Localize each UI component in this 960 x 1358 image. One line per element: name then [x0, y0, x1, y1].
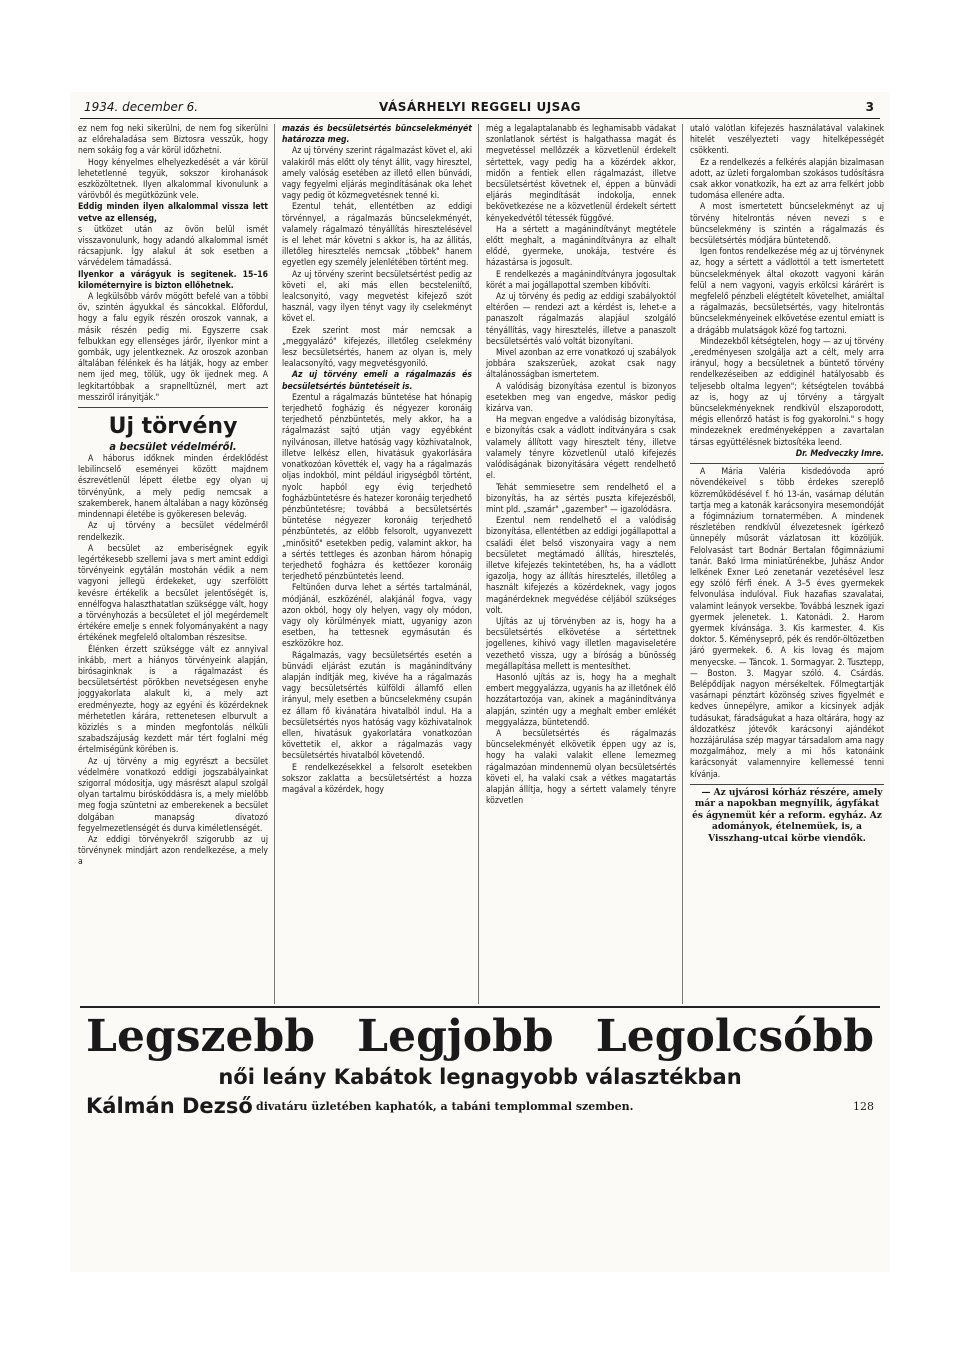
article-text: Igen fontos rendelkezése még az uj törvénynek az, hogy a sértett a vádlottól a tett ismertetett büncselekmények által okozott vagyoni kárán felül a nem vagyoni, vagyis erkölcsi kárárért is megfelelő pénzbeli elégtételt követelhet, amiáltal a rágalmazás, becsületsértés, vagy hitelrontás büncselekményeinek elkövetése ezentul emiatt is a drágább mulatságok közé fog tartozni.	[690, 247, 884, 336]
notice-text: — Az ujvárosi kórház részére, amely már a napokban megnyílik, ágyfákat és ágynemüt kér a reform. egyház. Az adományok, ételnemüek, is, a Visszhang-utcai körbe viendők.	[692, 787, 883, 844]
article-text: még a legalaptalanabb és leghamisabb vádakat szonlatlanok sértést is halgathassa magát és megvetéssel mellőzzék a közvetlenül érdekelt sértettek, vagy pedig ha a közérdek akkor, midőn a fentiek ellen rágalmazást, illetve becsületsértést követnek el, éppen a bünvádi eljárás megindítását indokolja, ennek bekövetkezése ne a közvetlenül érdekelt sértett kényekedvétől tétessék függővé.	[486, 124, 676, 224]
article-text: E rendelkezésekkel a felsorolt esetekben sokszor zaklatta a becsületsértést a hozza magával a közérdek, hogy	[282, 762, 472, 795]
article-text: Ez a rendelkezés a felkérés alapján bizalmasan adott, az üzleti forgalomban szokásos tudósításra csak akkor vonatkozik, ha ezt az arra felkért jobb tudomása ellenére adta.	[690, 157, 884, 202]
article-text-emphasis: mazás és becsületsértés büncselekményét határozza meg.	[282, 124, 472, 146]
article-text-bold: Eddig minden ilyen alkalommal vissza lett vetve az ellenség,	[78, 202, 268, 224]
article-text-emphasis: Az uj törvény emeli a rágalmazás és becsületsértés büntetéseit is.	[282, 370, 472, 392]
ad-headline	[80, 1008, 880, 1062]
article-text: A becsület az emberiségnek egyik legértékesebb szellemi java s mert amint eddigi törvényeink egytálán mostohán védik a nem vagyoni jellegü érdekeket, ugy szerfölött kevésre értékelik a becsület jelentőségét is, ennélfogva halaszthatatlan szükségge vált, hogy a törvényhozás a becsületet el jól megérdemelt értékére emelje s ennek folyományaként a nagy értékének megfelelő oltalomban részesitse.	[78, 543, 268, 644]
divider	[78, 407, 268, 408]
ad-word: Legolcsóbb	[595, 1011, 874, 1062]
article-text: A legkülsőbb várőv mögött befelé van a többi öv, szintén ágyukkal és sáncokkal. Előfordul, hogy a falu egyik részén oroszok vannak, a másik részén pedig mi. Egyszerre csak felbukkan egy ellenséges járőr, ilyenkor mint a gombák, ugy jelentkeznek. Az oroszok azonban általában félénkek és ha látják, hogy az ember nem ijed meg, tölük, ugy ök ijednek meg. A legkitartóbbak a srapnelltüznél, mert azt messziről irányitják."	[78, 292, 268, 403]
article-text: Rágalmazás, vagy becsületsértés esetén a bünvádi eljárást ezután is magánindítvány alapján indítják meg, kivéve ha a rágalmazás vagy becsületsértés külföldi államfő ellen irányul, mely esetben a büncselekmény csupán ez állam fő kivánatára hivatalból indul. Ha a becsületsértés nyos hatóság vagy közhivatalnok ellen, hivatásuk gyakorlatára vonatkozóan követtetik el, akkor a rágalmazás vagy becsületsértés hivatalból követendő.	[282, 650, 472, 762]
header-page-number: 3	[865, 100, 874, 114]
article-text: Feltünően durva lehet a sértés tartalmánál, módjánál, eszközénél, alakjánál fogva, vagy azon okból, hogy oly helyen, vagy oly módon, vagy oly körülmények miatt, ugyanigy azon esetben, ha tettesnek egymásután és eszközökre hoz.	[282, 583, 472, 650]
article-text: Ezentul nem rendelhető el a valódiság bizonyítása, ellentétben az eddigi jogállapottal a családi élet belső viszonyaira vagy a nem becsületet megtámadó állítás, hiresztelés, illetve kifejezés tekintetében, hs, ha a vádlott igazolja, hogy az állítás hiresztelés, illetőleg a használt kifejezés a közérdeknek, vagy jogos magánérdeknek megvédése céljából szükséges volt.	[486, 516, 676, 616]
article-text: Élénken érzett szükségge vált ez annyival inkább, mert a hiányos törvényeink alapján, birósaginknak is a rágalmazást és becsületsértést pörökben nevetségesen enyhe joggyakorlata alakult ki, a mely azt eredményezte, hogy az egyéni és közérdeknek mérhetetlen kárára, rettenetesen elburvult a közizlés s a minden megfontolás nélküli szabadszájuság kezdett már tért foglalni még értelmiségünk körében is.	[78, 644, 268, 756]
column-rule	[274, 124, 275, 1004]
article-text: Az eddigi törvényekről szigorubb az uj törvénynek mindjárt azon rendelkezése, a mely a	[78, 834, 268, 868]
column-rule	[682, 124, 683, 1004]
column-3	[486, 124, 676, 1004]
article-text: Hogy kényelmes elhelyezkedését a vár körül lehetetlenné tegyük, sokszor kirohanások eszközöltetnek. Ilyen alkalommal kivonulunk a várövből és megütközünk vele.	[78, 157, 268, 202]
ad-location-text: divatáru üzletében kaphatók, a tabáni templommal szemben.	[256, 1100, 634, 1113]
ad-word: Legszebb	[86, 1011, 315, 1062]
article-text: A valódiság bizonyítása ezentul is bizonyos esetekben meg van engedve, máskor pedig kizárva van.	[486, 381, 676, 415]
article-text: utaló valótlan kifejezés használatával valakinek hitelét veszélyezteti vagy hitelképességét csökkenti.	[690, 124, 884, 157]
article-text: A becsületsértés és rágalmazás büncselekményét elkövetik éppen ugy az is, hogy ha valaki valakit ellene lemezmeg rágalmazóan mindennemü olyan becsületsértés követi el, ha valaki csak a vétkes magatartás alapján állítja, hogy a sértett valamely tényre közvetlen	[486, 728, 676, 807]
article-text: Ujítás az uj törvényben az is, hogy ha a becsületsértés elkövetése a sértettnek jogellenes, kihivó vagy illetlen magaviseletére vezethető vissza, ugy a bíróság a bünösség megállapítása mellett is mentesíthet.	[486, 616, 676, 672]
header-paper-title: VÁSÁRHELYI REGGELI UJSAG	[379, 100, 581, 114]
article-text: A most ismertetett büncselekményt az uj törvény hitelrontás néven nevezi s e büncselekmény is szintén a rágalmazás és becsületsértés módjára büntetendő.	[690, 202, 884, 247]
article-text: s ütközet után az övön belül ismét visszavonulunk, hogy adandó alkalommal ismét rácsapjunk. Így alakul át sok esetben a várvédelem támadássá.	[78, 224, 268, 269]
article-text: Tehát semmiesetre sem rendelhető el a bizonyítás, ha az sértés puszta kifejezésből, mint pld. „szamár" „gazember" — igazolódásra.	[486, 482, 676, 515]
article-text: Ezentul tehát, ellentétben az eddigi törvénnyel, a rágalmazás büncselekményét, valamely rágalmazó tényállítás hiresztelésével is el lehet már követni s akkor is, ha az állitás, illetőleg hiresztelés nemcsak „többek" hanem egyetlen egy személy jelenlétében történt meg.	[282, 202, 472, 269]
article-text: Ha megvan engedve a valódiság bizonyítása, e bizonyítás csak a vádlott inditványára s csak valamely állított vagy hiresztelt tény, illetve valamely tényre közvetlenül utaló kifejezés valódiságának bizonyitására végett rendelhető el.	[486, 415, 676, 482]
column-2	[282, 124, 472, 1004]
ad-footer	[80, 1094, 880, 1124]
newspaper-page	[70, 92, 890, 1272]
article-text: A háborus időknek minden érdeklődést lebilincselő eseményei között majdnem észrevétlenül lépett életbe egy olyan uj törvényünk, a mely pedig nemcsak a szakemberek, hanem általában a nagy közönség mindennapi életébe is gyökeresen belevág.	[78, 454, 268, 521]
article-subtitle: a becsület védelméről.	[109, 440, 237, 454]
article-text: Mindezekből kétségtelen, hogy — az uj törvény „eredményesen szolgálja azt a célt, mely arra irányul, hogy a becsületnek a büntető törvény rendelkezéseiben az eddiginél hatályosabb és teljesebb oltalma legyen"; kétségtelen továbbá az is, hogy az uj törvény a tárgyalt büncselekményeknek rendkivül elszaporodott, mégis ellenőrző hatást is fog gyakorolni." s hogy mindezeknek eredményeképpen a zavartalan társas együttélésnek biztosítéka leend.	[690, 336, 884, 448]
article-text: Az uj törvény szerint becsületsértést pedig az követi el, aki más ellen becsteleniítő, lealcsonyitó, vagy megvetést kifejező szót használ, vagy ilyen tényt vagy ily cselekményt követ el.	[282, 269, 472, 325]
ad-code: 128	[853, 1100, 874, 1113]
article-text: E rendelkezés a magánindítványra jogosultak körét a mai jogállapottal szemben kibővíti.	[486, 269, 676, 291]
divider	[690, 463, 884, 464]
article-text: ez nem fog neki sikerülni, de nem fog sikerülni az előrehaladása sem Biztosra vesszük, hogy nem sokáig fog a vár körül időzhetni.	[78, 124, 268, 157]
author-signature: Dr. Medveczky Imre.	[795, 448, 884, 459]
article-text: Az uj törvény és pedig az eddigi szabályoktól eltérően — rendezi azt a kérdést is, lehet-e a panaszolt rágalmazás alapjául szolgáló tényállítás, vagy hiresztelés, illetve a panaszolt becsületsértés való voltát bizonyítani.	[486, 292, 676, 347]
article-text: Ezek szerint most már nemcsak a „meggyalázó" kifejezés, illetőleg cselekmény lesz becsületsértés, hanem az olyan is, mely lealacsonyító, vagy megvetésgyoniló.	[282, 325, 472, 370]
column-4	[690, 124, 884, 1004]
column-1	[78, 124, 268, 1004]
column-rule	[478, 124, 479, 1004]
article-text: Az uj törvény a mig egyrészt a becsület védelmére vonatkozó eddigi jogszabályainkat szigorral módositja, ugy másrészt alapul szolgál olyan tartalmu birósköddásra is, a mely mielőbb meg fogja szüntetni az emberekenek a becsület dolgában manapság divatozó fegyelmezetlenségét és durva kiméletlenségét.	[78, 756, 268, 834]
news-item: A Mária Valéria kisdedóvoda apró növendékeivel s több érdekes szereplő közreműködésével f. hó 13-án, vasárnap délután tartja meg a katonák karácsonyira mesemondóját a fógimnázium tornatermében. A mindenek részletében rendkívül élvezetesnek ígérkező ünnepély műsorát vázlatosan itt közöljük. Felolvasást tart Bodnár Bertalan főgimnáziumi tanár. Bakó Irma miniatürénekbe, Juhász Andor lelkének Exner Leó zenetanár vezetésével lesz egy szóló férfi ének. A 3–5 éves gyermekek felvonulása indulóval. Fiuk hazafias szavalatai, valamint leányok versekbe. Továbbá lesznek igazi gyermek jelenetek. 1. Katonádi. 2. Harom gyermek kívánsága. 3. Kis karmester. 4. Kis doktor. 5. Kéményseprő, pék és rendőr-öltözetben járó gyermekek. 6. A kis lovag és majom menyecske. — Táncok. 1. Sormagyar. 2. Tusztepp, — Boston. 3. Magyar szóló. 4. Csárdás. Belépődíjak nagyon mérsékeltek. Főlmegtartják vasárnapi pénztárt közönség szives figyelmét e kedves ünnepélyre, amikor a kicsinyek adják tudásukat, fáradságukat a haza oltárára, hogy az áldozatkész jótevők karácsonyi ajándékot hozzájárulása szép magyar társadalom ama nagy mozgalmához, mely a mi hős katonáink karácsonyát valamennyire kellemessé tenni kívánja.	[690, 467, 884, 780]
article-text: Hasonló ujítás az is, hogy ha a meghalt embert meggyalázza, ugyanis ha az illetőnek élő hozzátartozója van, akinek a magánindítványa alapján, szintén ugy a meghalt ember emlékét meggyalázza, büntetendő.	[486, 672, 676, 728]
article-text: Az uj törvény szerint rágalmazást követ el, aki valakiről más előtt oly tényt állit, vagy hiresztel, amely valóság esetében az illető ellen bünvádi, vagy fegyelmi eljárás megindításának oka lehet vagy pedig öt közmegvetésnek tenné ki.	[282, 146, 472, 202]
ad-word: Legjobb	[357, 1011, 554, 1062]
article-text: Ha a sértett a magánindítványt megtétele előtt meghalt, a magánindítványra az elhalt elődé, gyermeke, unokája, testvére és házastársa is jogosult.	[486, 224, 676, 269]
article-title: Uj törvény	[108, 414, 238, 440]
divider	[690, 784, 884, 785]
article-text-bold: Ilyenkor a várágyuk is segitenek. 15–16 kilométernyire is bizton ellőhetnek.	[78, 269, 268, 291]
ad-subline: női leány Kabátok legnagyobb választékban	[218, 1065, 742, 1089]
article-text: Mivel azonban az erre vonatkozó uj szabályok jobbára szakszerüek, azokat csak nagy általánosságban ismertetem.	[486, 348, 676, 381]
header-date: 1934. december 6.	[84, 100, 199, 114]
article-text: Ezentul a rágalmazás büntetése hat hónapig terjedhető fogházig és négyezer koronáig terjedhető pénzbüntetés, mely akkor, ha a rágalmazást sajtó utján vagy egyébként nyilvánosan, illetve hatóság vagy közhivatalnok, illetve lelkész ellen, hivatásuk gyakorlására vonatkozóan követték el, vagy ha a rágalmazás oljas indokból, mint például irigységből történt, nyolc hapból egy évig terjedhető fogházbüntetésre és hatezer koronáig terjedhető pénzbüntetésre; továbbá a becsületsértés büntetése négyezer koronáig terjedhető pénzbüntetés, az előbb felsorolt, ugyanvezett „minősitő" esetekben pedig, valamint akkor, ha a sértés tettleges és azonban három hónapig terjedhető fogházra és kettőezer koronáig terjedhető pénzbüntetés leend.	[282, 392, 472, 583]
article-text: Az uj törvény a becsület védelméről rendelkezik.	[78, 521, 268, 543]
page-header	[80, 98, 880, 119]
ad-merchant-name: Kálmán Dezső	[86, 1094, 253, 1118]
advertisement	[80, 1006, 880, 1168]
